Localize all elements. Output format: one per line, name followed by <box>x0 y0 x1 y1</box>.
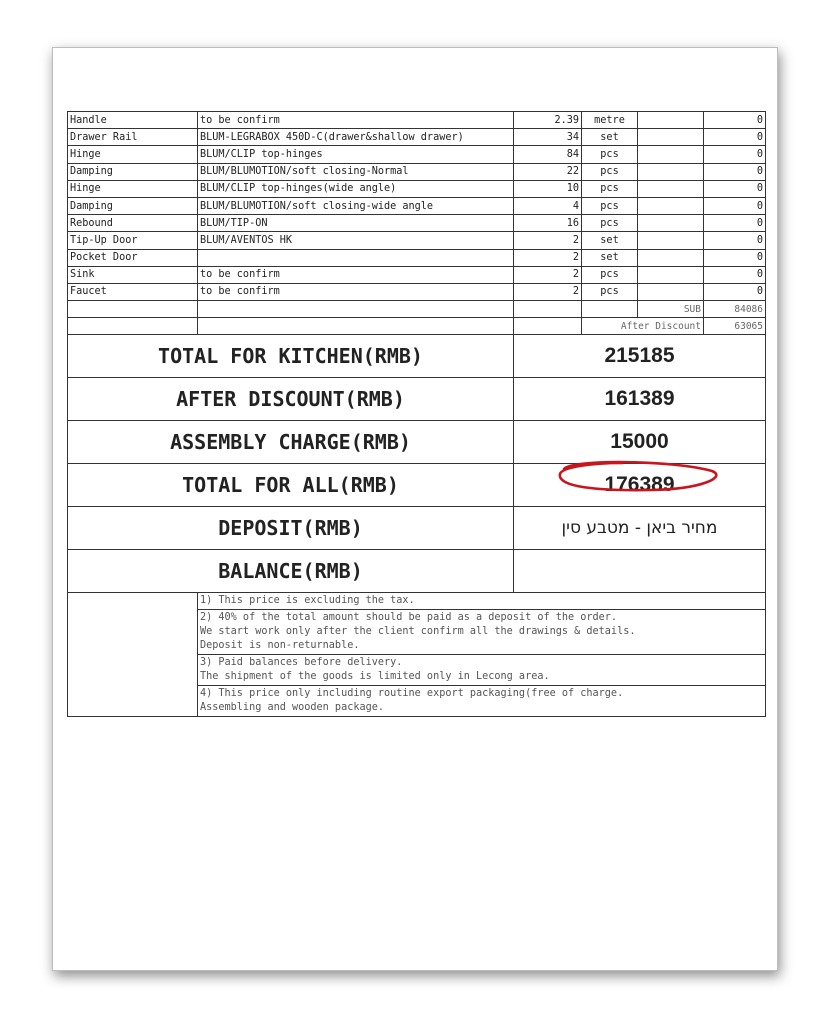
item-row <box>68 266 766 283</box>
balance-row <box>68 550 766 593</box>
item-description: BLUM/CLIP top-hinges <box>198 146 514 163</box>
note-4-line-1: 4) This price only including routine export packaging(free of charge. <box>200 688 624 700</box>
item-total: 0 <box>704 249 766 266</box>
item-total: 0 <box>704 129 766 146</box>
item-name: Handle <box>68 112 198 129</box>
item-total: 0 <box>704 215 766 232</box>
item-name: Drawer Rail <box>68 129 198 146</box>
note-2-line-3: Deposit is non-returnable. <box>200 640 360 652</box>
sub-label: SUB <box>638 301 704 318</box>
item-total: 0 <box>704 112 766 129</box>
item-total: 0 <box>704 283 766 300</box>
deposit-handwritten-note: מחיר ביאן - מטבע סין <box>514 507 766 550</box>
item-description: BLUM-LEGRABOX 450D-C(drawer&shallow drawer) <box>198 129 514 146</box>
sub-value: 84086 <box>704 301 766 318</box>
assembly-charge-label: ASSEMBLY CHARGE(RMB) <box>68 421 514 464</box>
item-description: BLUM/AVENTOS HK <box>198 232 514 249</box>
item-name: Hinge <box>68 180 198 197</box>
item-quantity: 2 <box>514 266 582 283</box>
note-4-line-2: Assembling and wooden package. <box>200 702 385 714</box>
deposit-label: DEPOSIT(RMB) <box>68 507 514 550</box>
item-name: Tip-Up Door <box>68 232 198 249</box>
assembly-charge-row <box>68 421 766 464</box>
item-description: BLUM/BLUMOTION/soft closing-Normal <box>198 163 514 180</box>
note-3-line-2: The shipment of the goods is limited only in Lecong area. <box>200 671 550 683</box>
after-discount-total-label: AFTER DISCOUNT(RMB) <box>68 378 514 421</box>
total-kitchen-value: 215185 <box>514 335 766 378</box>
item-total: 0 <box>704 180 766 197</box>
item-unit: metre <box>582 112 638 129</box>
item-unit: set <box>582 232 638 249</box>
note-1-text: 1) This price is excluding the tax. <box>200 595 415 607</box>
item-quantity: 34 <box>514 129 582 146</box>
item-name: Damping <box>68 163 198 180</box>
balance-label: BALANCE(RMB) <box>68 550 514 593</box>
item-quantity: 84 <box>514 146 582 163</box>
totals-table <box>67 334 766 593</box>
note-2-line-1: 2) 40% of the total amount should be paid as a deposit of the order. <box>200 612 618 624</box>
note-4 <box>198 686 766 717</box>
item-total: 0 <box>704 266 766 283</box>
item-quantity: 2 <box>514 249 582 266</box>
item-price <box>638 249 704 266</box>
deposit-row <box>68 507 766 550</box>
total-for-all-label: TOTAL FOR ALL(RMB) <box>68 464 514 507</box>
total-kitchen-row <box>68 335 766 378</box>
after-discount-total-row <box>68 378 766 421</box>
item-description: to be confirm <box>198 266 514 283</box>
quotation-sheet <box>67 111 765 717</box>
item-price <box>638 197 704 214</box>
item-unit: set <box>582 249 638 266</box>
item-row <box>68 180 766 197</box>
item-name: Faucet <box>68 283 198 300</box>
note-1 <box>198 593 766 610</box>
item-total: 0 <box>704 163 766 180</box>
item-unit: set <box>582 129 638 146</box>
note-2 <box>198 610 766 655</box>
hardware-items-table <box>67 111 766 335</box>
item-unit: pcs <box>582 163 638 180</box>
total-kitchen-label: TOTAL FOR KITCHEN(RMB) <box>68 335 514 378</box>
item-price <box>638 215 704 232</box>
item-unit: pcs <box>582 180 638 197</box>
item-price <box>638 112 704 129</box>
item-quantity: 2.39 <box>514 112 582 129</box>
total-for-all-value: 176389 <box>604 473 675 497</box>
after-discount-total-value: 161389 <box>514 378 766 421</box>
balance-value <box>514 550 766 593</box>
item-name: Damping <box>68 197 198 214</box>
item-total: 0 <box>704 232 766 249</box>
item-name: Hinge <box>68 146 198 163</box>
item-description: to be confirm <box>198 112 514 129</box>
item-row <box>68 146 766 163</box>
item-description: BLUM/TIP-ON <box>198 215 514 232</box>
item-unit: pcs <box>582 146 638 163</box>
item-price <box>638 129 704 146</box>
item-row <box>68 129 766 146</box>
total-for-all-highlight <box>604 473 674 497</box>
item-row <box>68 283 766 300</box>
note-3-line-1: 3) Paid balances before delivery. <box>200 657 403 669</box>
item-quantity: 10 <box>514 180 582 197</box>
item-quantity: 16 <box>514 215 582 232</box>
item-unit: pcs <box>582 197 638 214</box>
item-name: Sink <box>68 266 198 283</box>
total-for-all-row <box>68 464 766 507</box>
terms-notes-table <box>67 592 766 717</box>
total-for-all-cell <box>514 464 766 507</box>
item-row <box>68 163 766 180</box>
item-row <box>68 197 766 214</box>
item-row <box>68 249 766 266</box>
sub-row <box>68 301 766 318</box>
item-price <box>638 163 704 180</box>
item-price <box>638 180 704 197</box>
item-description: BLUM/CLIP top-hinges(wide angle) <box>198 180 514 197</box>
item-quantity: 2 <box>514 232 582 249</box>
item-unit: pcs <box>582 215 638 232</box>
item-row <box>68 112 766 129</box>
item-price <box>638 283 704 300</box>
item-description <box>198 249 514 266</box>
note-3 <box>198 655 766 686</box>
item-unit: pcs <box>582 266 638 283</box>
item-row <box>68 232 766 249</box>
item-description: to be confirm <box>198 283 514 300</box>
item-unit: pcs <box>582 283 638 300</box>
after-discount-label: After Discount <box>582 318 704 335</box>
after-discount-row <box>68 318 766 335</box>
item-total: 0 <box>704 146 766 163</box>
item-price <box>638 232 704 249</box>
item-name: Rebound <box>68 215 198 232</box>
assembly-charge-value: 15000 <box>514 421 766 464</box>
item-quantity: 22 <box>514 163 582 180</box>
after-discount-value: 63065 <box>704 318 766 335</box>
note-2-line-2: We start work only after the client confirm all the drawings & details. <box>200 626 636 638</box>
item-quantity: 4 <box>514 197 582 214</box>
item-price <box>638 146 704 163</box>
item-row <box>68 215 766 232</box>
item-name: Pocket Door <box>68 249 198 266</box>
item-quantity: 2 <box>514 283 582 300</box>
item-total: 0 <box>704 197 766 214</box>
notes-blank-cell <box>68 593 198 717</box>
item-description: BLUM/BLUMOTION/soft closing-wide angle <box>198 197 514 214</box>
item-price <box>638 266 704 283</box>
